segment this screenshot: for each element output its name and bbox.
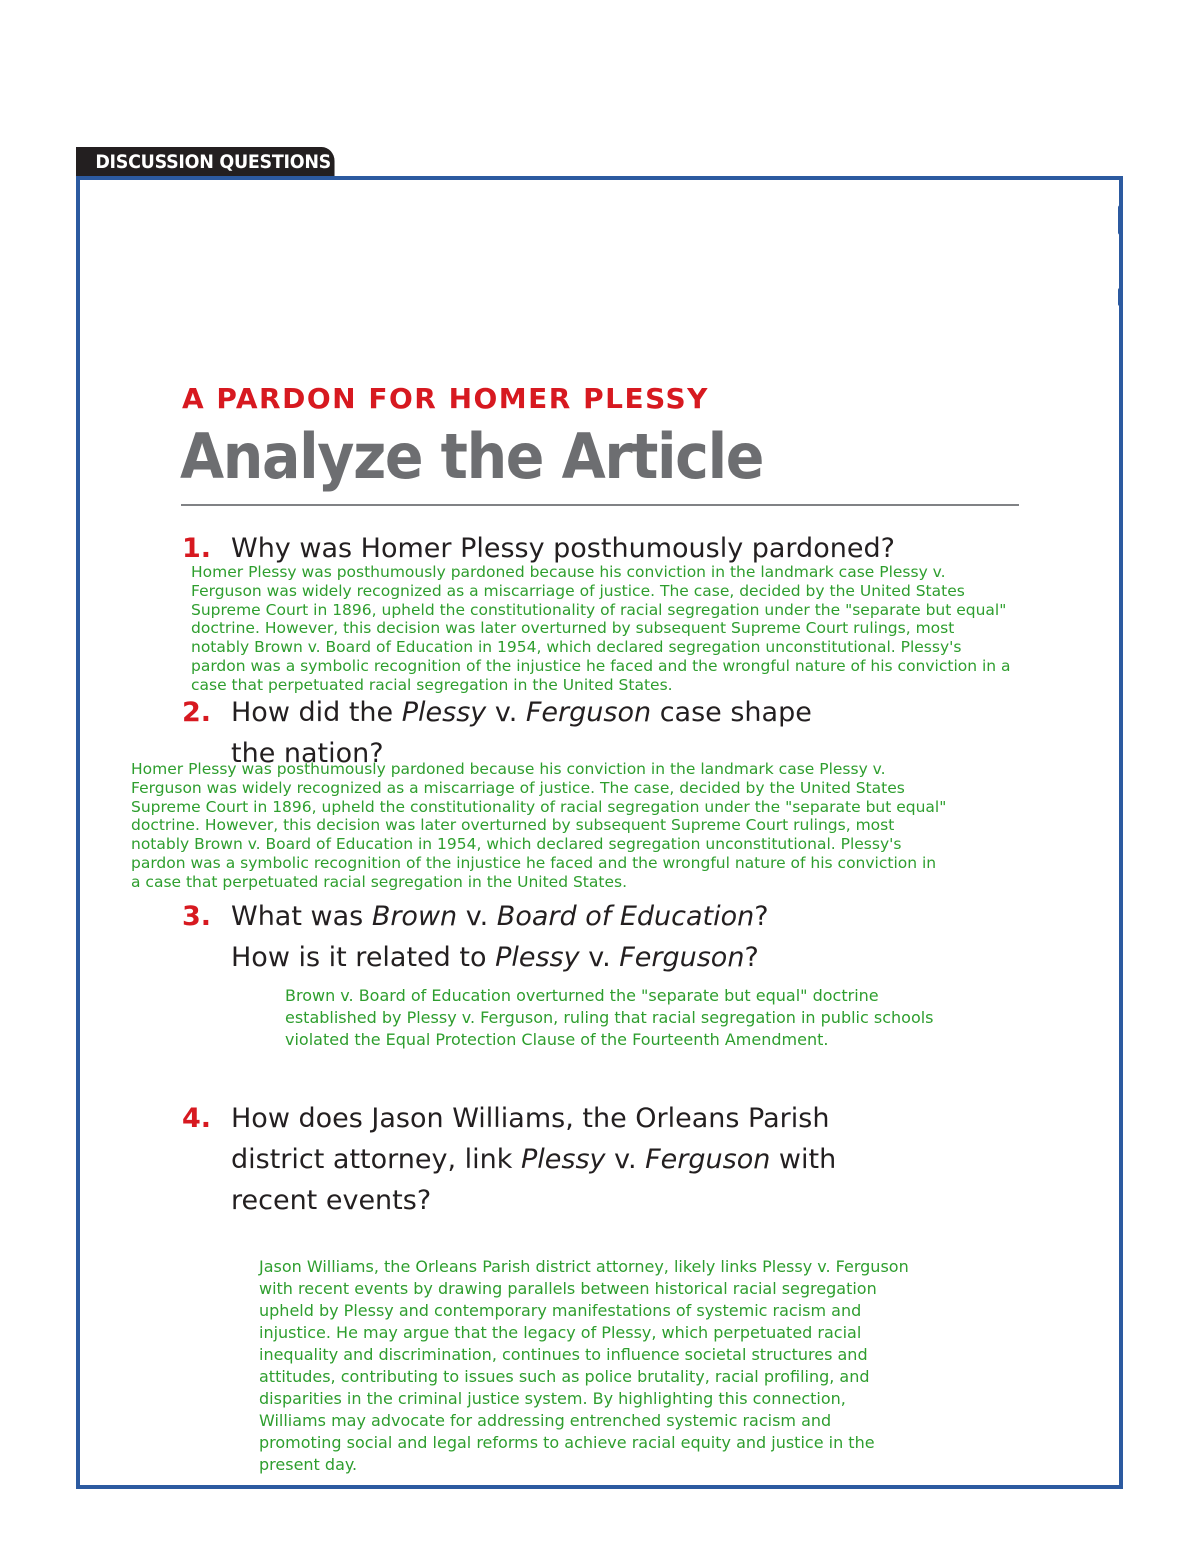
answer-3: Brown v. Board of Education overturned the "separate but equal" doctrine established by Plessy v. Ferguson, ruling that racial segregation in public schools violated the Equal Protection Clause of the Fourteenth Amendment. — [285, 986, 934, 1049]
page-title: Analyze the Article — [180, 420, 764, 493]
question-3 — [182, 896, 769, 973]
frame-edge-mark — [1118, 205, 1123, 235]
question-number: 2. — [182, 697, 212, 728]
answer-4: Jason Williams, the Orleans Parish district attorney, likely links Plessy v. Ferguson with recent events by drawing parallels between historical racial segregation upheld by Plessy and contemporary manifestations of systemic racism and injustice. He may argue that the legacy of Plessy, which perpetuated racial inequality and discrimination, continues to influence societal structures and attitudes, contributing to issues such as police brutality, racial profiling, and disparities in the criminal justice system. By highlighting this connection, Williams may advocate for addressing entrenched systemic racism and promoting social and legal reforms to achieve racial equity and justice in the present day. — [259, 1257, 909, 1474]
question-text: What was Brown v. Board of Education? How is it related to Plessy v. Ferguson? — [231, 901, 769, 973]
question-2 — [182, 692, 812, 769]
article-kicker: A PARDON FOR HOMER PLESSY — [182, 382, 709, 415]
answer-1: Homer Plessy was posthumously pardoned because his conviction in the landmark case Plessy v. Ferguson was widely recognized as a miscarriage of justice. The case, decided by the United States Supreme Court in 1896, upheld the constitutionality of racial segregation under the "separate but equal" doctrine. However, this decision was later overturned by subsequent Supreme Court rulings, most notably Brown v. Board of Education in 1954, which declared segregation unconstitutional. Plessy's pardon was a symbolic recognition of the injustice he faced and the wrongful nature of his conviction in a case that perpetuated racial segregation in the United States. — [191, 563, 1011, 694]
question-number: 3. — [182, 901, 212, 932]
section-tab: DISCUSSION QUESTIONS — [76, 147, 335, 177]
answer-2: Homer Plessy was posthumously pardoned because his conviction in the landmark case Plessy v. Ferguson was widely recognized as a miscarriage of justice. The case, decided by the United States Supreme Court in 1896, upheld the constitutionality of racial segregation under the "separate but equal" doctrine. However, this decision was later overturned by subsequent Supreme Court rulings, most notably Brown v. Board of Education in 1954, which declared segregation unconstitutional. Plessy's pardon was a symbolic recognition of the injustice he faced and the wrongful nature of his conviction in a case that perpetuated racial segregation in the United States. — [131, 760, 947, 891]
question-4 — [182, 1098, 837, 1216]
question-text: Why was Homer Plessy posthumously pardoned? — [231, 533, 895, 564]
question-number: 1. — [182, 533, 212, 564]
question-number: 4. — [182, 1103, 212, 1134]
title-divider — [181, 504, 1019, 506]
question-text: How does Jason Williams, the Orleans Parish district attorney, link Plessy v. Ferguson with recent events? — [231, 1103, 837, 1216]
frame-edge-mark — [1118, 288, 1122, 306]
question-text: How did the Plessy v. Ferguson case shape the nation? — [231, 697, 812, 769]
